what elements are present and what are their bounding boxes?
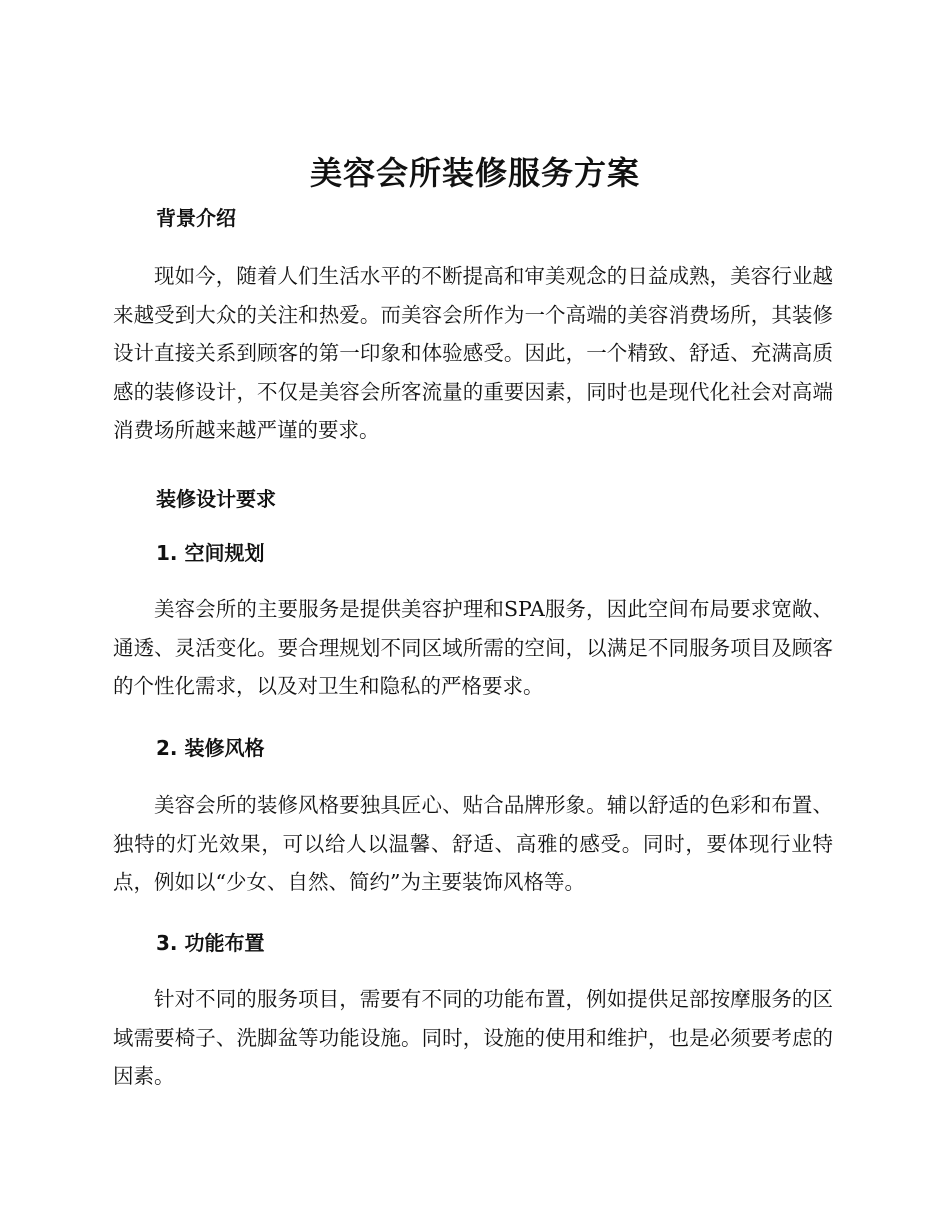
section-heading-background: 背景介绍: [156, 206, 236, 230]
paragraph-function-layout: 针对不同的服务项目，需要有不同的功能布置，例如提供足部按摩服务的区域需要椅子、洗脚盆等功能设施。同时，设施的使用和维护，也是必须要考虑的因素。: [113, 987, 833, 1088]
paragraph-decoration-style: 美容会所的装修风格要独具匠心、贴合品牌形象。辅以舒适的色彩和布置、独特的灯光效果，可以给人以温馨、舒适、高雅的感受。同时，要体现行业特点，例如以“少女、自然、简约”为主要装饰风格等。: [113, 793, 833, 894]
section-heading-function-layout: 3. 功能布置: [156, 931, 265, 955]
section-heading-design-requirements: 装修设计要求: [156, 487, 276, 511]
paragraph-space-planning: 美容会所的主要服务是提供美容护理和SPA服务，因此空间布局要求宽敞、通透、灵活变化。要合理规划不同区域所需的空间，以满足不同服务项目及顾客的个性化需求，以及对卫生和隐私的严格要求。: [113, 597, 833, 698]
section-heading-space-planning: 1. 空间规划: [156, 541, 265, 565]
section-heading-decoration-style: 2. 装修风格: [156, 736, 265, 760]
document-title: 美容会所装修服务方案: [309, 154, 640, 192]
paragraph-background: 现如今，随着人们生活水平的不断提高和审美观念的日益成熟，美容行业越来越受到大众的关注和热爱。而美容会所作为一个高端的美容消费场所，其装修设计直接关系到顾客的第一印象和体验感受。因此，一个精致、舒适、充满高质感的装修设计，不仅是美容会所客流量的重要因素，同时也是现代化社会对高端消费场所越来越严谨的要求。: [113, 264, 833, 442]
